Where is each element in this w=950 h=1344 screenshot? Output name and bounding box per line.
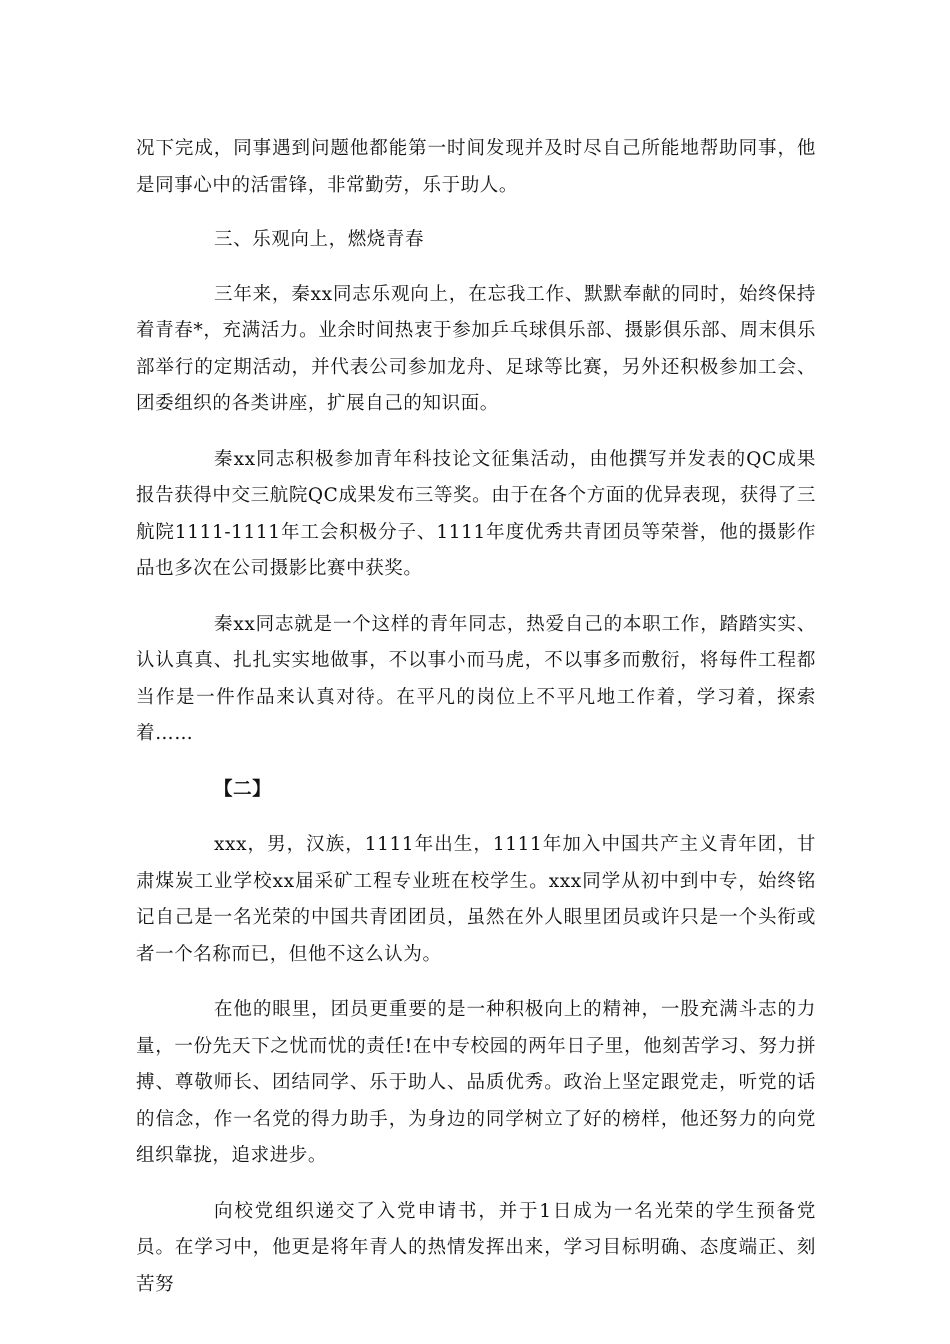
paragraph-student-spirit: 在他的眼里，团员更重要的是一种积极向上的精神，一股充满斗志的力量，一份先天下之忧而忧的责任!在中专校园的两年日子里，他刻苦学习、努力拼搏、尊敬师长、团结同学、乐于助人、品质优秀。政治上坚定跟党走，听党的话的信念，作一名党的得力助手，为身边的同学树立了好的榜样，他还努力的向党组织靠拢，追求进步。 bbox=[136, 999, 816, 1166]
document-body bbox=[136, 131, 816, 1303]
paragraph-awards: 秦xx同志积极参加青年科技论文征集活动，由他撰写并发表的QC成果报告获得中交三航院QC成果发布三等奖。由于在各个方面的优异表现，获得了三航院1111-1111年工会积极分子、1111年度优秀共青团员等荣誉，他的摄影作品也多次在公司摄影比赛中获奖。 bbox=[136, 448, 816, 579]
paragraph-party-application: 向校党组织递交了入党申请书，并于1日成为一名光荣的学生预备党员。在学习中，他更是将年青人的热情发挥出来，学习目标明确、态度端正、刻苦努 bbox=[136, 1200, 816, 1295]
paragraph-optimism: 三年来，秦xx同志乐观向上，在忘我工作、默默奉献的同时，始终保持着青春*，充满活力。业余时间热衷于参加乒乓球俱乐部、摄影俱乐部、周末俱乐部举行的定期活动，并代表公司参加龙舟、足球等比赛，另外还积极参加工会、团委组织的各类讲座，扩展自己的知识面。 bbox=[136, 283, 816, 414]
section-title-two: 【二】 bbox=[214, 778, 272, 800]
paragraph-student-intro: xxx，男，汉族，1111年出生，1111年加入中国共产主义青年团，甘肃煤炭工业学校xx届采矿工程专业班在校学生。xxx同学从初中到中专，始终铭记自己是一名光荣的中国共青团团员，虽然在外人眼里团员或许只是一个头衔或者一个名称而已，但他不这么认为。 bbox=[136, 834, 816, 965]
paragraph-continuation: 况下完成，同事遇到问题他都能第一时间发现并及时尽自己所能地帮助同事，他是同事心中的活雷锋，非常勤劳，乐于助人。 bbox=[136, 138, 816, 196]
paragraph-summary: 秦xx同志就是一个这样的青年同志，热爱自己的本职工作，踏踏实实、认认真真、扎扎实实地做事，不以事小而马虎，不以事多而敷衍，将每件工程都当作是一件作品来认真对待。在平凡的岗位上不平凡地工作着，学习着，探索着…… bbox=[136, 613, 816, 744]
section-heading-three: 三、乐观向上，燃烧青春 bbox=[214, 229, 425, 250]
